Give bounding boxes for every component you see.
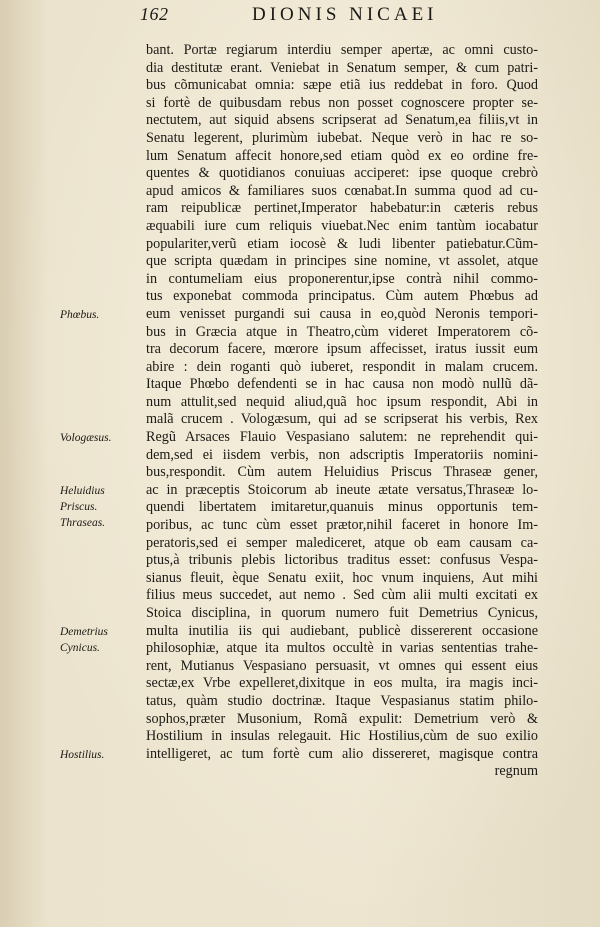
text-line: bus in Græcia atque in Theatro,cùm videret Imperatorem cõ- (146, 323, 538, 340)
text-line: poribus, ac tunc cùm esset prætor,nihil faceret in honore Im- (146, 517, 538, 534)
text-line: populariter,verũ etiam iocosè & ludi libenter patiebatur.Cũm- (146, 235, 538, 252)
text-line: in contumeliam eius proponerentur,ipse contrà nihil commo- (146, 270, 538, 287)
running-head: DIONIS NICAEI (252, 4, 438, 25)
text-line: abire : dein roganti quò iuberet, respondit in malam crucem. (146, 358, 538, 375)
margin-note (60, 430, 142, 446)
text-line: Hostilium in insulas relegauit. Hic Hostilius,cùm de suo exilio (146, 728, 538, 745)
margin-note (60, 483, 142, 531)
text-line: eum venisset purgandi sui causa in eo,quòd Neronis tempori- (146, 305, 538, 322)
margin-note-line: Cynicus. (60, 641, 100, 654)
text-line: æquabili iure cum reliquis viuebat.Nec enim tantùm iocabatur (146, 217, 538, 234)
margin-note (60, 624, 142, 656)
text-line: apud amicos & familiares suos cœnabat.In summa quod ad cu- (146, 182, 538, 199)
text-line: sectæ,ex Vrbe expelleret,dixitque in eos multa, ira magis inci- (146, 675, 538, 692)
text-line: tatus, quàm studio doctrinæ. Itaque Vespasianus statim philo- (146, 692, 538, 709)
text-line: dia destitutæ erant. Veniebat in Senatum semper, & cum patri- (146, 59, 538, 76)
margin-note-line: Heluidius (60, 485, 105, 497)
text-line: ram reipublicæ pertinet,Imperator habebatur:in cæteris rebus (146, 200, 538, 217)
text-line: Stoica disciplina, in quorum numero fuit Demetrius Cynicus, (146, 605, 538, 621)
margin-note-line: Vologæsus. (60, 432, 112, 445)
text-line: lum Senatum affecit honore,sed etiam quòd ex eo ordine fre- (146, 147, 538, 164)
text-line: Itaque Phœbo defendenti se in hac causa non modò nullũ dã- (146, 376, 538, 393)
margin-note-line: Thraseas. (60, 517, 106, 529)
text-line: sianus fleuit, èque Senatu exiit, hoc vnum inquiens, Aut mihi (146, 569, 538, 586)
text-line: bus,respondit. Cùm autem Heluidius Priscus Thraseæ gener, (146, 464, 538, 481)
margin-note-line: Demetrius (60, 625, 108, 638)
catchword: regnum (494, 763, 538, 780)
text-line: bant. Portæ regiarum interdiu semper apertæ, ac omni custo- (146, 42, 538, 58)
text-line: num attulit,sed nequid aliud,quã hoc ipsum respondit, Abi in (146, 393, 538, 410)
margin-note-line: Hostilius. (60, 749, 105, 761)
text-line: ac in præceptis Stoicorum ab ineute ætate versatus,Thraseæ lo- (146, 481, 538, 498)
text-line: sophos,præter Musonium, Romã expulit: Demetrium verò & (146, 710, 538, 727)
text-line: Senatu legerent, plurimùm iubebat. Neque verò in hac re so- (146, 129, 538, 146)
text-line: peratoris,sed ei semper malediceret, atque ob eam causam ca- (146, 534, 538, 551)
text-line: multa inutilia iis qui audiebant, publicè dissererent occasione (146, 622, 538, 639)
margin-note-line: Priscus. (60, 501, 98, 513)
text-line: Regũ Arsaces Flauio Vespasiano salutem: ne reprehendit qui- (146, 429, 538, 446)
margin-note (60, 747, 142, 763)
text-line: dem,sed ei iisdem verbis, non adscriptis Imperatoriis nomini- (146, 446, 538, 463)
margin-note-line: Phœbus. (60, 309, 100, 321)
text-line: tra decorum facere, mœrore ipsum affecisset, iratus iussit eum (146, 341, 538, 358)
text-line: ptus,à tribunis plebis lictoribus traditus esset: confusus Vespa- (146, 552, 538, 569)
text-line: filius meus succedet, aut nemo . Sed cùm alii multi excitati ex (146, 587, 538, 604)
text-line: intelligeret, ac tum fortè cum alio dissereret, magisque contra (146, 745, 538, 762)
text-line: nectutem, aut siquid absens scripserat ad Senatum,ea filiis,vt in (146, 112, 538, 129)
margin-note (60, 307, 142, 323)
text-line: rent, Mutianus Vespasiano persuasit, vt omnes qui essent eius (146, 657, 538, 674)
text-line: tus exponebat commoda principatus. Cùm autem Phœbus ad (146, 288, 538, 305)
page-header (140, 4, 540, 28)
body-text (146, 42, 538, 781)
text-line: bus cõmunicabat omnia: sæpe etiã ius reddebat in foro. Quod (146, 77, 538, 94)
page-number: 162 (140, 4, 169, 24)
text-line: quentes & quotidianos conuiuas acciperet: ipse quoque crebrò (146, 165, 538, 182)
text-line: que scripta quædam in principes sine nomine, vt assolet, atque (146, 253, 538, 270)
text-line: malã crucem . Vologæsum, qui ad se scripserat his verbis, Rex (146, 411, 538, 428)
text-line: si fortè de quibusdam rebus non posset cognoscere propter se- (146, 94, 538, 111)
text-line: philosophiæ, atque ita multos occultè in varias sententias trahe- (146, 640, 538, 657)
text-line: quendi libertatem imitaretur,quanuis minus opportunis tem- (146, 499, 538, 516)
